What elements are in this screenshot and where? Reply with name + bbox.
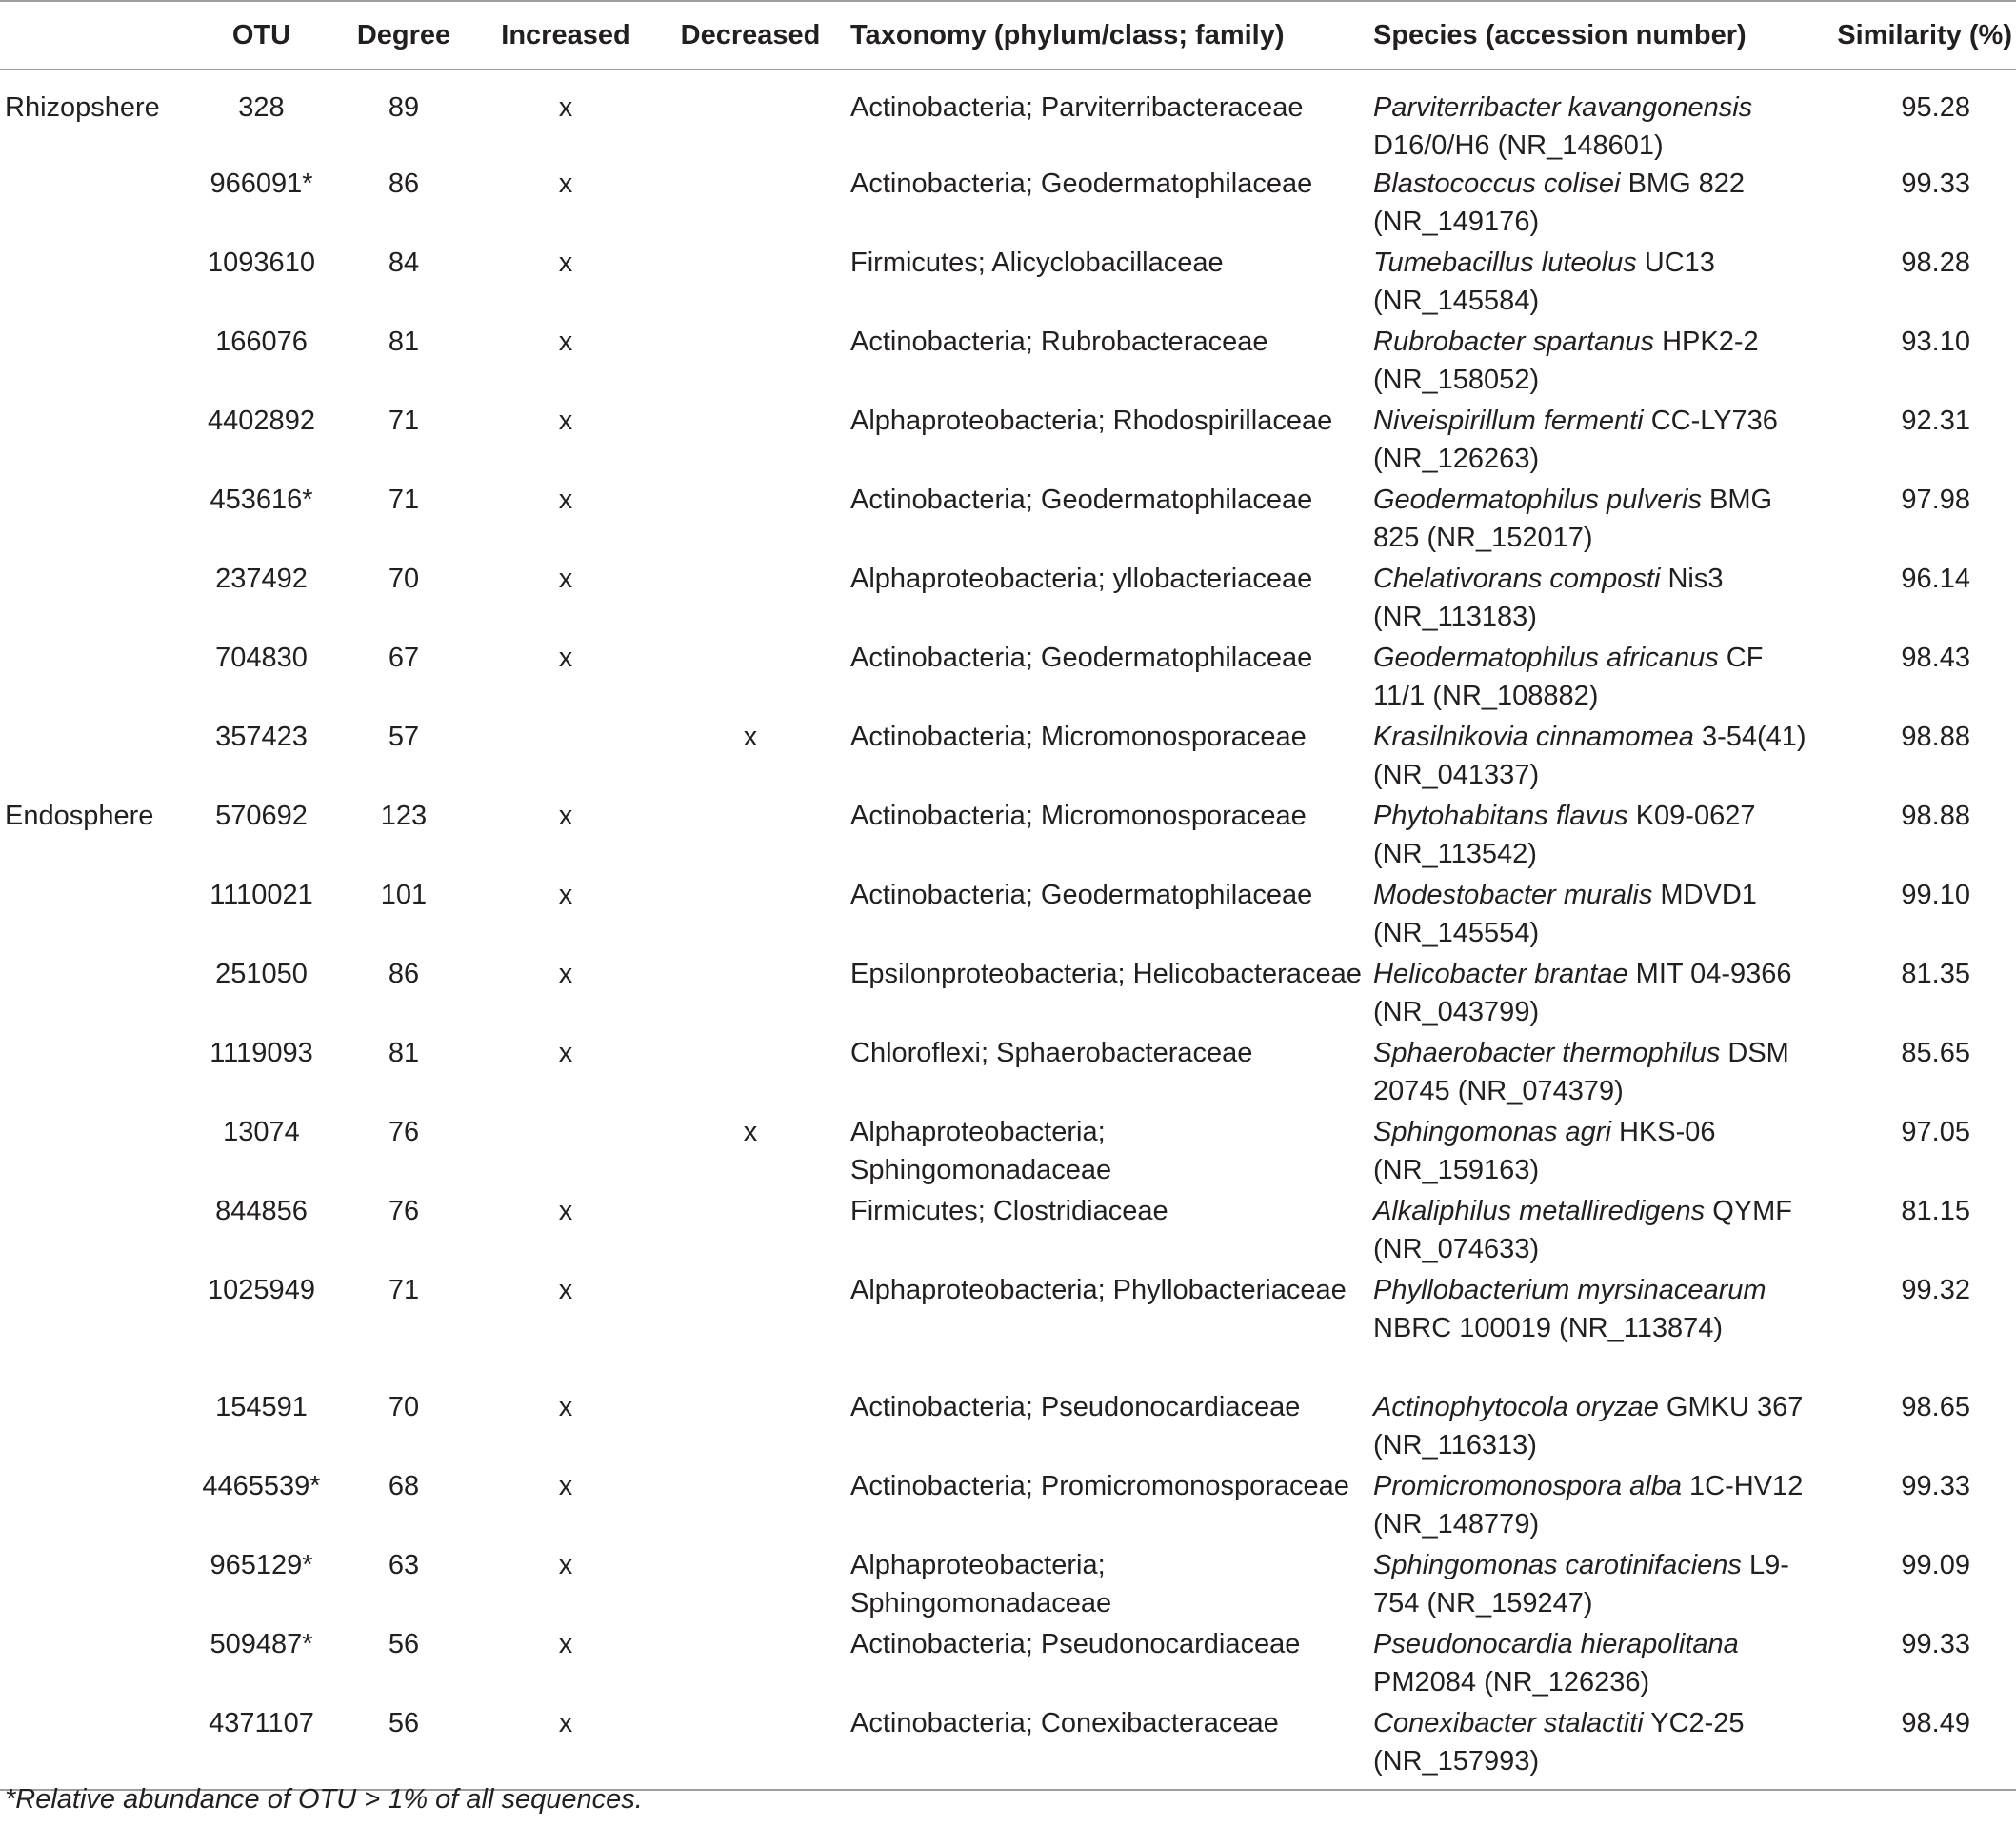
table-row: [0, 1388, 2016, 1467]
degree-value: 67: [388, 643, 420, 673]
taxonomy-text: Firmicutes; Alicyclobacillaceae: [850, 248, 1224, 278]
otu-id: 844856: [215, 1196, 308, 1226]
species-cell: [1373, 797, 1810, 876]
row-group: [0, 639, 196, 718]
taxonomy-text: Actinobacteria; Geodermatophilaceae: [850, 880, 1313, 910]
otu-id: 965129*: [210, 1550, 313, 1580]
similarity-value: 99.10: [1901, 880, 1970, 910]
taxonomy-text: Alphaproteobacteria; yllobacteriaceae: [850, 564, 1313, 594]
species-strain-accession: CF 11/1 (NR_108882): [1373, 643, 1764, 711]
decreased-mark: [650, 560, 850, 639]
degree-value: 84: [388, 248, 420, 278]
increased-mark: x: [558, 801, 573, 831]
otu-id: 704830: [215, 643, 308, 673]
similarity-value: 99.09: [1901, 1550, 1970, 1580]
increased-mark: x: [558, 1196, 573, 1226]
decreased-mark: [650, 876, 850, 955]
otu-id: 4402892: [208, 406, 315, 436]
species-name: Conexibacter stalactiti: [1373, 1708, 1644, 1738]
increased-mark: x: [558, 1471, 573, 1501]
otu-id: 154591: [215, 1392, 308, 1422]
species-cell: [1373, 402, 1810, 481]
similarity-value: 98.65: [1901, 1392, 1970, 1422]
otu-id: 1093610: [208, 248, 315, 278]
taxonomy-text: Actinobacteria; Parviterribacteraceae: [850, 92, 1304, 123]
row-group: [0, 165, 196, 244]
otu-id: 166076: [215, 327, 308, 357]
row-group: [0, 1546, 196, 1625]
species-name: Rubrobacter spartanus: [1373, 327, 1654, 357]
species-name: Phyllobacterium myrsinacearum: [1373, 1275, 1766, 1305]
taxonomy-text: Actinobacteria; Pseudonocardiaceae: [850, 1629, 1301, 1659]
species-cell: [1373, 1113, 1810, 1192]
otu-id: 237492: [215, 564, 308, 594]
otu-id: 357423: [215, 722, 308, 752]
species-strain-accession: BMG 825 (NR_152017): [1373, 485, 1773, 553]
species-cell: [1373, 70, 1810, 165]
table-body: [0, 70, 2016, 1790]
degree-value: 76: [388, 1117, 420, 1147]
header-row: [0, 1, 2016, 70]
degree-value: 123: [380, 801, 428, 831]
similarity-value: 98.88: [1901, 801, 1970, 831]
similarity-value: 98.88: [1901, 722, 1970, 752]
species-strain-accession: MDVD1 (NR_145554): [1373, 880, 1757, 948]
similarity-value: 93.10: [1901, 327, 1970, 357]
species-strain-accession: QYMF (NR_074633): [1373, 1196, 1793, 1264]
table-row: [0, 639, 2016, 718]
table-row: [0, 323, 2016, 402]
increased-mark: x: [558, 169, 573, 199]
table-row: [0, 797, 2016, 876]
table-row: [0, 244, 2016, 323]
decreased-mark: [650, 639, 850, 718]
row-group: [0, 1625, 196, 1704]
otu-id: 13074: [223, 1117, 300, 1147]
species-name: Pseudonocardia hierapolitana: [1373, 1629, 1739, 1659]
species-cell: [1373, 1546, 1810, 1625]
increased-mark: x: [558, 643, 573, 673]
degree-value: 81: [388, 327, 420, 357]
increased-mark: x: [558, 406, 573, 436]
taxonomy-text: Epsilonproteobacteria; Helicobacteraceae: [850, 959, 1362, 989]
species-strain-accession: NBRC 100019 (NR_113874): [1373, 1313, 1724, 1343]
species-cell: [1373, 481, 1810, 560]
decreased-mark: [650, 481, 850, 560]
table-row: [0, 165, 2016, 244]
decreased-mark: [650, 165, 850, 244]
similarity-value: 99.33: [1901, 1629, 1970, 1659]
similarity-value: 95.28: [1901, 92, 1970, 123]
table-row: [0, 1034, 2016, 1113]
row-group: [0, 1113, 196, 1192]
species-name: Promicromonospora alba: [1373, 1471, 1682, 1501]
degree-value: 68: [388, 1471, 420, 1501]
species-cell: [1373, 718, 1810, 797]
taxonomy-text: Actinobacteria; Micromonosporaceae: [850, 722, 1307, 752]
increased-mark: x: [558, 485, 573, 515]
degree-value: 71: [388, 406, 420, 436]
species-name: Parviterribacter kavangonensis: [1373, 92, 1753, 123]
table-row: [0, 560, 2016, 639]
taxonomy-text: Actinobacteria; Geodermatophilaceae: [850, 485, 1313, 515]
increased-mark: [481, 718, 650, 797]
degree-value: 56: [327, 1704, 481, 1790]
row-group: [0, 481, 196, 560]
table-row: [0, 1113, 2016, 1192]
degree-value: 81: [388, 1038, 420, 1068]
species-name: Blastococcus colisei: [1373, 169, 1621, 199]
taxonomy-text: Actinobacteria; Pseudonocardiaceae: [850, 1392, 1301, 1422]
species-strain-accession: UC13 (NR_145584): [1373, 248, 1715, 316]
header-taxonomy: Taxonomy (phylum/class; family): [850, 1, 1373, 70]
increased-mark: x: [558, 1550, 573, 1580]
taxonomy-text: Actinobacteria; Geodermatophilaceae: [850, 643, 1313, 673]
similarity-value: 98.28: [1901, 248, 1970, 278]
species-strain-accession: HKS-06 (NR_159163): [1373, 1117, 1716, 1185]
taxonomy-text: Alphaproteobacteria; Sphingomonadaceae: [850, 1550, 1112, 1618]
species-cell: [1373, 955, 1810, 1034]
degree-value: 63: [388, 1550, 420, 1580]
species-strain-accession: HPK2-2 (NR_158052): [1373, 327, 1759, 395]
table-row: [0, 1192, 2016, 1271]
species-cell: [1373, 639, 1810, 718]
otu-id: 453616*: [210, 485, 313, 515]
species-name: Sphingomonas carotinifaciens: [1373, 1550, 1742, 1580]
species-name: Chelativorans composti: [1373, 564, 1661, 594]
decreased-mark: [650, 402, 850, 481]
table-row: [0, 1271, 2016, 1388]
increased-mark: x: [558, 1275, 573, 1305]
decreased-mark: [650, 797, 850, 876]
increased-mark: x: [558, 880, 573, 910]
species-cell: [1373, 876, 1810, 955]
row-group: [0, 402, 196, 481]
row-group: [0, 1704, 196, 1790]
header-otu: OTU: [196, 1, 327, 70]
species-name: Krasilnikovia cinnamomea: [1373, 722, 1694, 752]
decreased-mark: x: [743, 1117, 758, 1147]
species-cell: [1373, 1192, 1810, 1271]
row-group: [0, 876, 196, 955]
increased-mark: x: [558, 959, 573, 989]
species-cell: [1373, 560, 1810, 639]
increased-mark: [481, 1113, 650, 1192]
otu-id: 1025949: [208, 1275, 315, 1305]
footnote: *Relative abundance of OTU > 1% of all sequences.: [5, 1784, 643, 1815]
decreased-mark: [650, 70, 850, 165]
species-strain-accession: MIT 04-9366 (NR_043799): [1373, 959, 1792, 1027]
row-group: [0, 244, 196, 323]
taxonomy-text: Actinobacteria; Promicromonosporaceae: [850, 1471, 1349, 1501]
increased-mark: x: [558, 1038, 573, 1068]
species-strain-accession: Nis3 (NR_113183): [1373, 564, 1724, 632]
species-cell: [1373, 165, 1810, 244]
species-name: Tumebacillus luteolus: [1373, 248, 1637, 278]
table-row: [0, 718, 2016, 797]
degree-value: 70: [388, 564, 420, 594]
row-group: [0, 955, 196, 1034]
table-row: [0, 1546, 2016, 1625]
species-strain-accession: L9-754 (NR_159247): [1373, 1550, 1789, 1618]
species-name: Phytohabitans flavus: [1373, 801, 1628, 831]
species-name: Geodermatophilus africanus: [1373, 643, 1719, 673]
increased-mark: x: [558, 564, 573, 594]
decreased-mark: [650, 323, 850, 402]
species-strain-accession: CC-LY736 (NR_126263): [1373, 406, 1778, 474]
row-group: [0, 1034, 196, 1113]
table-header: [0, 1, 2016, 70]
species-name: Geodermatophilus pulveris: [1373, 485, 1702, 515]
table-row: [0, 1625, 2016, 1704]
table-row: [0, 70, 2016, 165]
decreased-mark: [650, 1388, 850, 1467]
similarity-value: 81.35: [1901, 959, 1970, 989]
decreased-mark: [650, 1192, 850, 1271]
similarity-value: 92.31: [1901, 406, 1970, 436]
row-group: [0, 1388, 196, 1467]
species-strain-accession: YC2-25 (NR_157993): [1373, 1708, 1745, 1777]
species-strain-accession: BMG 822 (NR_149176): [1373, 169, 1746, 237]
species-name: Helicobacter brantae: [1373, 959, 1628, 989]
otu-id: 4371107: [196, 1704, 327, 1790]
similarity-value: 81.15: [1901, 1196, 1970, 1226]
otu-id: 1119093: [210, 1038, 313, 1068]
taxonomy-text: Actinobacteria; Rubrobacteraceae: [850, 327, 1268, 357]
species-name: Sphingomonas agri: [1373, 1117, 1611, 1147]
degree-value: 57: [388, 722, 420, 752]
taxonomy-text: Actinobacteria; Micromonosporaceae: [850, 801, 1307, 831]
similarity-value: 98.49: [1810, 1704, 2016, 1790]
degree-value: 86: [388, 959, 420, 989]
row-group: [0, 1271, 196, 1388]
decreased-mark: [650, 1467, 850, 1546]
taxonomy-text: Alphaproteobacteria; Rhodospirillaceae: [850, 406, 1333, 436]
species-cell: [1373, 1625, 1810, 1704]
otu-id: 1110021: [210, 880, 313, 910]
species-cell: [1373, 1467, 1810, 1546]
table-row: [0, 955, 2016, 1034]
otu-id: 251050: [215, 959, 308, 989]
similarity-value: 99.33: [1901, 1471, 1970, 1501]
header-increased: Increased: [481, 1, 650, 70]
species-cell: [1373, 1704, 1810, 1790]
degree-value: 71: [388, 1275, 420, 1305]
similarity-value: 85.65: [1901, 1038, 1970, 1068]
similarity-value: 97.05: [1901, 1117, 1970, 1147]
row-group: [0, 1192, 196, 1271]
decreased-mark: [650, 1271, 850, 1388]
otu-id: 328: [238, 92, 285, 123]
species-strain-accession: K09-0627 (NR_113542): [1373, 801, 1756, 869]
table-row: [0, 876, 2016, 955]
degree-value: 86: [388, 169, 420, 199]
similarity-value: 98.43: [1901, 643, 1970, 673]
decreased-mark: [650, 244, 850, 323]
species-strain-accession: DSM 20745 (NR_074379): [1373, 1038, 1789, 1106]
row-group: [0, 323, 196, 402]
otu-id: 509487*: [210, 1629, 313, 1659]
taxonomy-text: Alphaproteobacteria; Sphingomonadaceae: [850, 1117, 1112, 1185]
species-strain-accession: GMKU 367 (NR_116313): [1373, 1392, 1804, 1460]
decreased-mark: [650, 1546, 850, 1625]
table-row: [0, 402, 2016, 481]
species-name: Modestobacter muralis: [1373, 880, 1653, 910]
species-strain-accession: 1C-HV12 (NR_148779): [1373, 1471, 1804, 1539]
header-group: [0, 1, 196, 70]
otu-id: 570692: [215, 801, 308, 831]
taxonomy-text: Actinobacteria; Geodermatophilaceae: [850, 169, 1313, 199]
decreased-mark: [650, 1034, 850, 1113]
row-group: [0, 560, 196, 639]
degree-value: 101: [380, 880, 428, 910]
species-strain-accession: 3-54(41) (NR_041337): [1373, 722, 1806, 790]
row-group: Endosphere: [5, 801, 154, 831]
degree-value: 56: [388, 1629, 420, 1659]
degree-value: 70: [388, 1392, 420, 1422]
species-name: Alkaliphilus metalliredigens: [1373, 1196, 1706, 1226]
header-similarity: Similarity (%): [1810, 1, 2016, 70]
degree-value: 76: [388, 1196, 420, 1226]
taxonomy-text: Actinobacteria; Conexibacteraceae: [850, 1704, 1373, 1790]
degree-value: 89: [388, 92, 420, 123]
species-cell: [1373, 323, 1810, 402]
similarity-value: 96.14: [1901, 564, 1970, 594]
increased-mark: x: [558, 248, 573, 278]
increased-mark: x: [558, 327, 573, 357]
species-cell: [1373, 1271, 1810, 1388]
taxonomy-text: Alphaproteobacteria; Phyllobacteriaceae: [850, 1275, 1347, 1305]
species-name: Niveispirillum fermenti: [1373, 406, 1644, 436]
species-cell: [1373, 244, 1810, 323]
species-cell: [1373, 1034, 1810, 1113]
increased-mark: x: [481, 1704, 650, 1790]
increased-mark: x: [558, 92, 573, 123]
row-group: Rhizopshere: [5, 92, 160, 123]
similarity-value: 99.33: [1901, 169, 1970, 199]
decreased-mark: [650, 955, 850, 1034]
header-decreased: Decreased: [650, 1, 850, 70]
header-degree: Degree: [327, 1, 481, 70]
table-row: [0, 481, 2016, 560]
table-row: [0, 1704, 2016, 1790]
taxonomy-text: Chloroflexi; Sphaerobacteraceae: [850, 1038, 1253, 1068]
species-strain-accession: D16/0/H6 (NR_148601): [1373, 130, 1664, 161]
increased-mark: x: [558, 1629, 573, 1659]
species-cell: [1373, 1388, 1810, 1467]
species-strain-accession: PM2084 (NR_126236): [1373, 1667, 1650, 1698]
species-name: Actinophytocola oryzae: [1373, 1392, 1659, 1422]
decreased-mark: x: [743, 722, 758, 752]
row-group: [0, 718, 196, 797]
table-row: [0, 1467, 2016, 1546]
decreased-mark: [650, 1625, 850, 1704]
row-group: [0, 1467, 196, 1546]
similarity-value: 99.32: [1901, 1275, 1970, 1305]
decreased-mark: [650, 1704, 850, 1790]
taxonomy-text: Firmicutes; Clostridiaceae: [850, 1196, 1168, 1226]
otu-id: 4465539*: [202, 1471, 321, 1501]
otu-id: 966091*: [210, 169, 313, 199]
similarity-value: 97.98: [1901, 485, 1970, 515]
species-name: Sphaerobacter thermophilus: [1373, 1038, 1721, 1068]
header-species: Species (accession number): [1373, 1, 1810, 70]
increased-mark: x: [558, 1392, 573, 1422]
degree-value: 71: [388, 485, 420, 515]
